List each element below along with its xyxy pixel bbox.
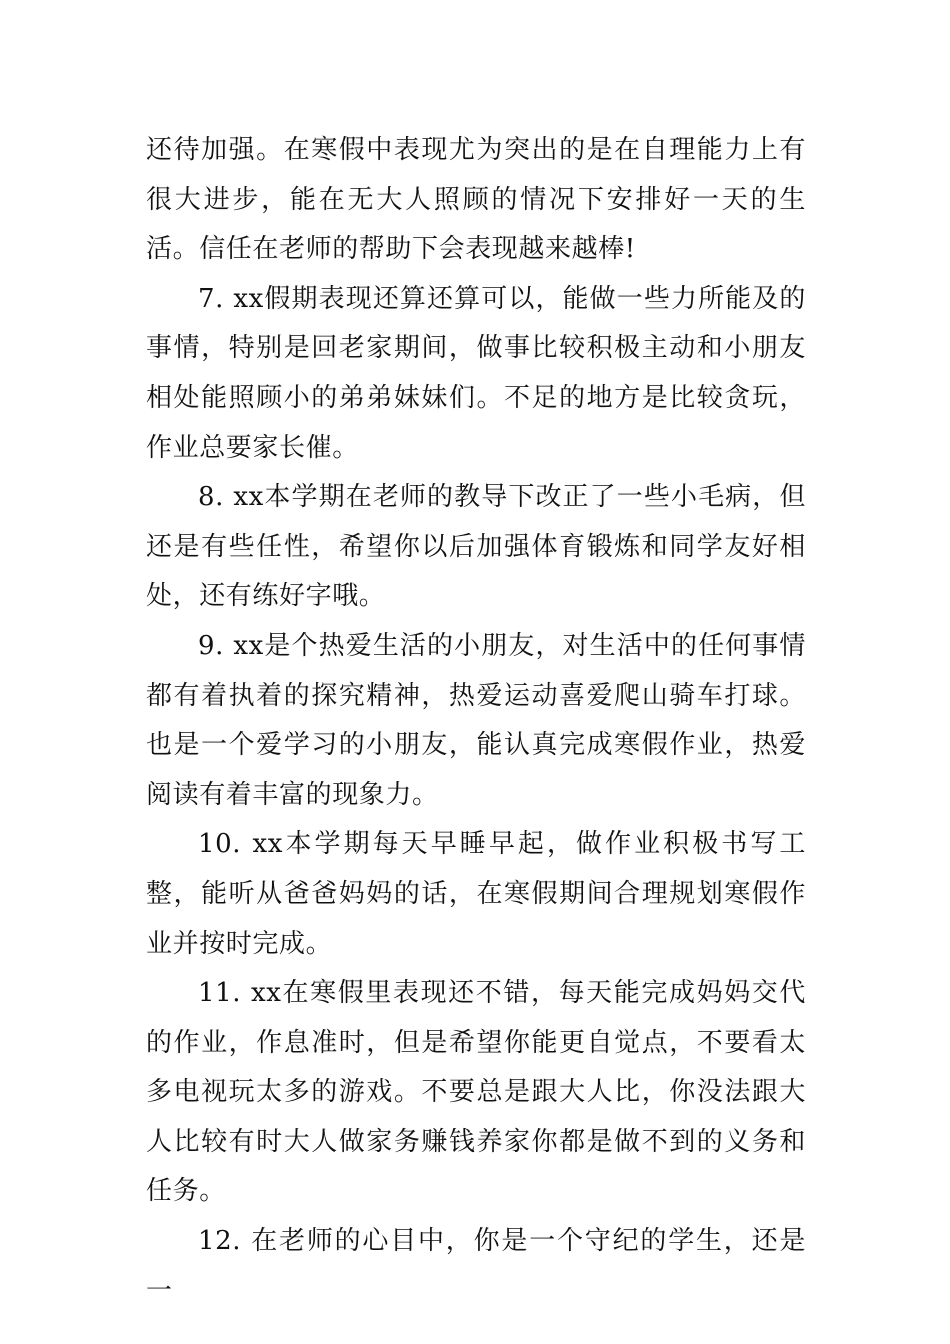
paragraph-text: xx本学期在老师的教导下改正了一些小毛病，但还是有些任性，希望你以后加强体育锻炼和同学友好相处，还有练好字哦。 bbox=[146, 482, 806, 612]
paragraph-8 bbox=[146, 473, 806, 622]
paragraph-text: 在老师的心目中，你是一个守纪的学生，还是一 bbox=[146, 1226, 806, 1306]
paragraph-7 bbox=[146, 275, 806, 473]
paragraph-number: 11. bbox=[198, 978, 242, 1009]
paragraph-number: 7. bbox=[198, 283, 225, 314]
paragraph-number: 12. bbox=[198, 1226, 242, 1257]
paragraph-text: xx假期表现还算还算可以，能做一些力所能及的事情，特别是回老家期间，做事比较积极主动和小朋友相处能照顾小的弟弟妹妹们。不足的地方是比较贪玩，作业总要家长催。 bbox=[146, 283, 806, 463]
paragraph-number: 10. bbox=[198, 829, 242, 860]
paragraph-number: 8. bbox=[198, 482, 225, 513]
paragraph-number: 9. bbox=[198, 630, 225, 661]
paragraph-text: xx本学期每天早睡早起，做作业积极书写工整，能听从爸爸妈妈的话，在寒假期间合理规划寒假作业并按时完成。 bbox=[146, 829, 806, 959]
paragraph-12 bbox=[146, 1217, 806, 1316]
document-body bbox=[146, 126, 806, 1316]
paragraph-10 bbox=[146, 820, 806, 969]
paragraph-11 bbox=[146, 969, 806, 1217]
paragraph-text: 还待加强。在寒假中表现尤为突出的是在自理能力上有很大进步，能在无大人照顾的情况下安排好一天的生活。信任在老师的帮助下会表现越来越棒! bbox=[146, 135, 806, 265]
paragraph-9 bbox=[146, 622, 806, 820]
paragraph-text: xx在寒假里表现还不错，每天能完成妈妈交代的作业，作息准时，但是希望你能更自觉点，不要看太多电视玩太多的游戏。不要总是跟大人比，你没法跟大人比较有时大人做家务赚钱养家你都是做不到的义务和任务。 bbox=[146, 978, 806, 1207]
paragraph-text: xx是个热爱生活的小朋友，对生活中的任何事情都有着执着的探究精神，热爱运动喜爱爬山骑车打球。也是一个爱学习的小朋友，能认真完成寒假作业，热爱阅读有着丰富的现象力。 bbox=[146, 630, 806, 810]
paragraph-continuation bbox=[146, 126, 806, 275]
